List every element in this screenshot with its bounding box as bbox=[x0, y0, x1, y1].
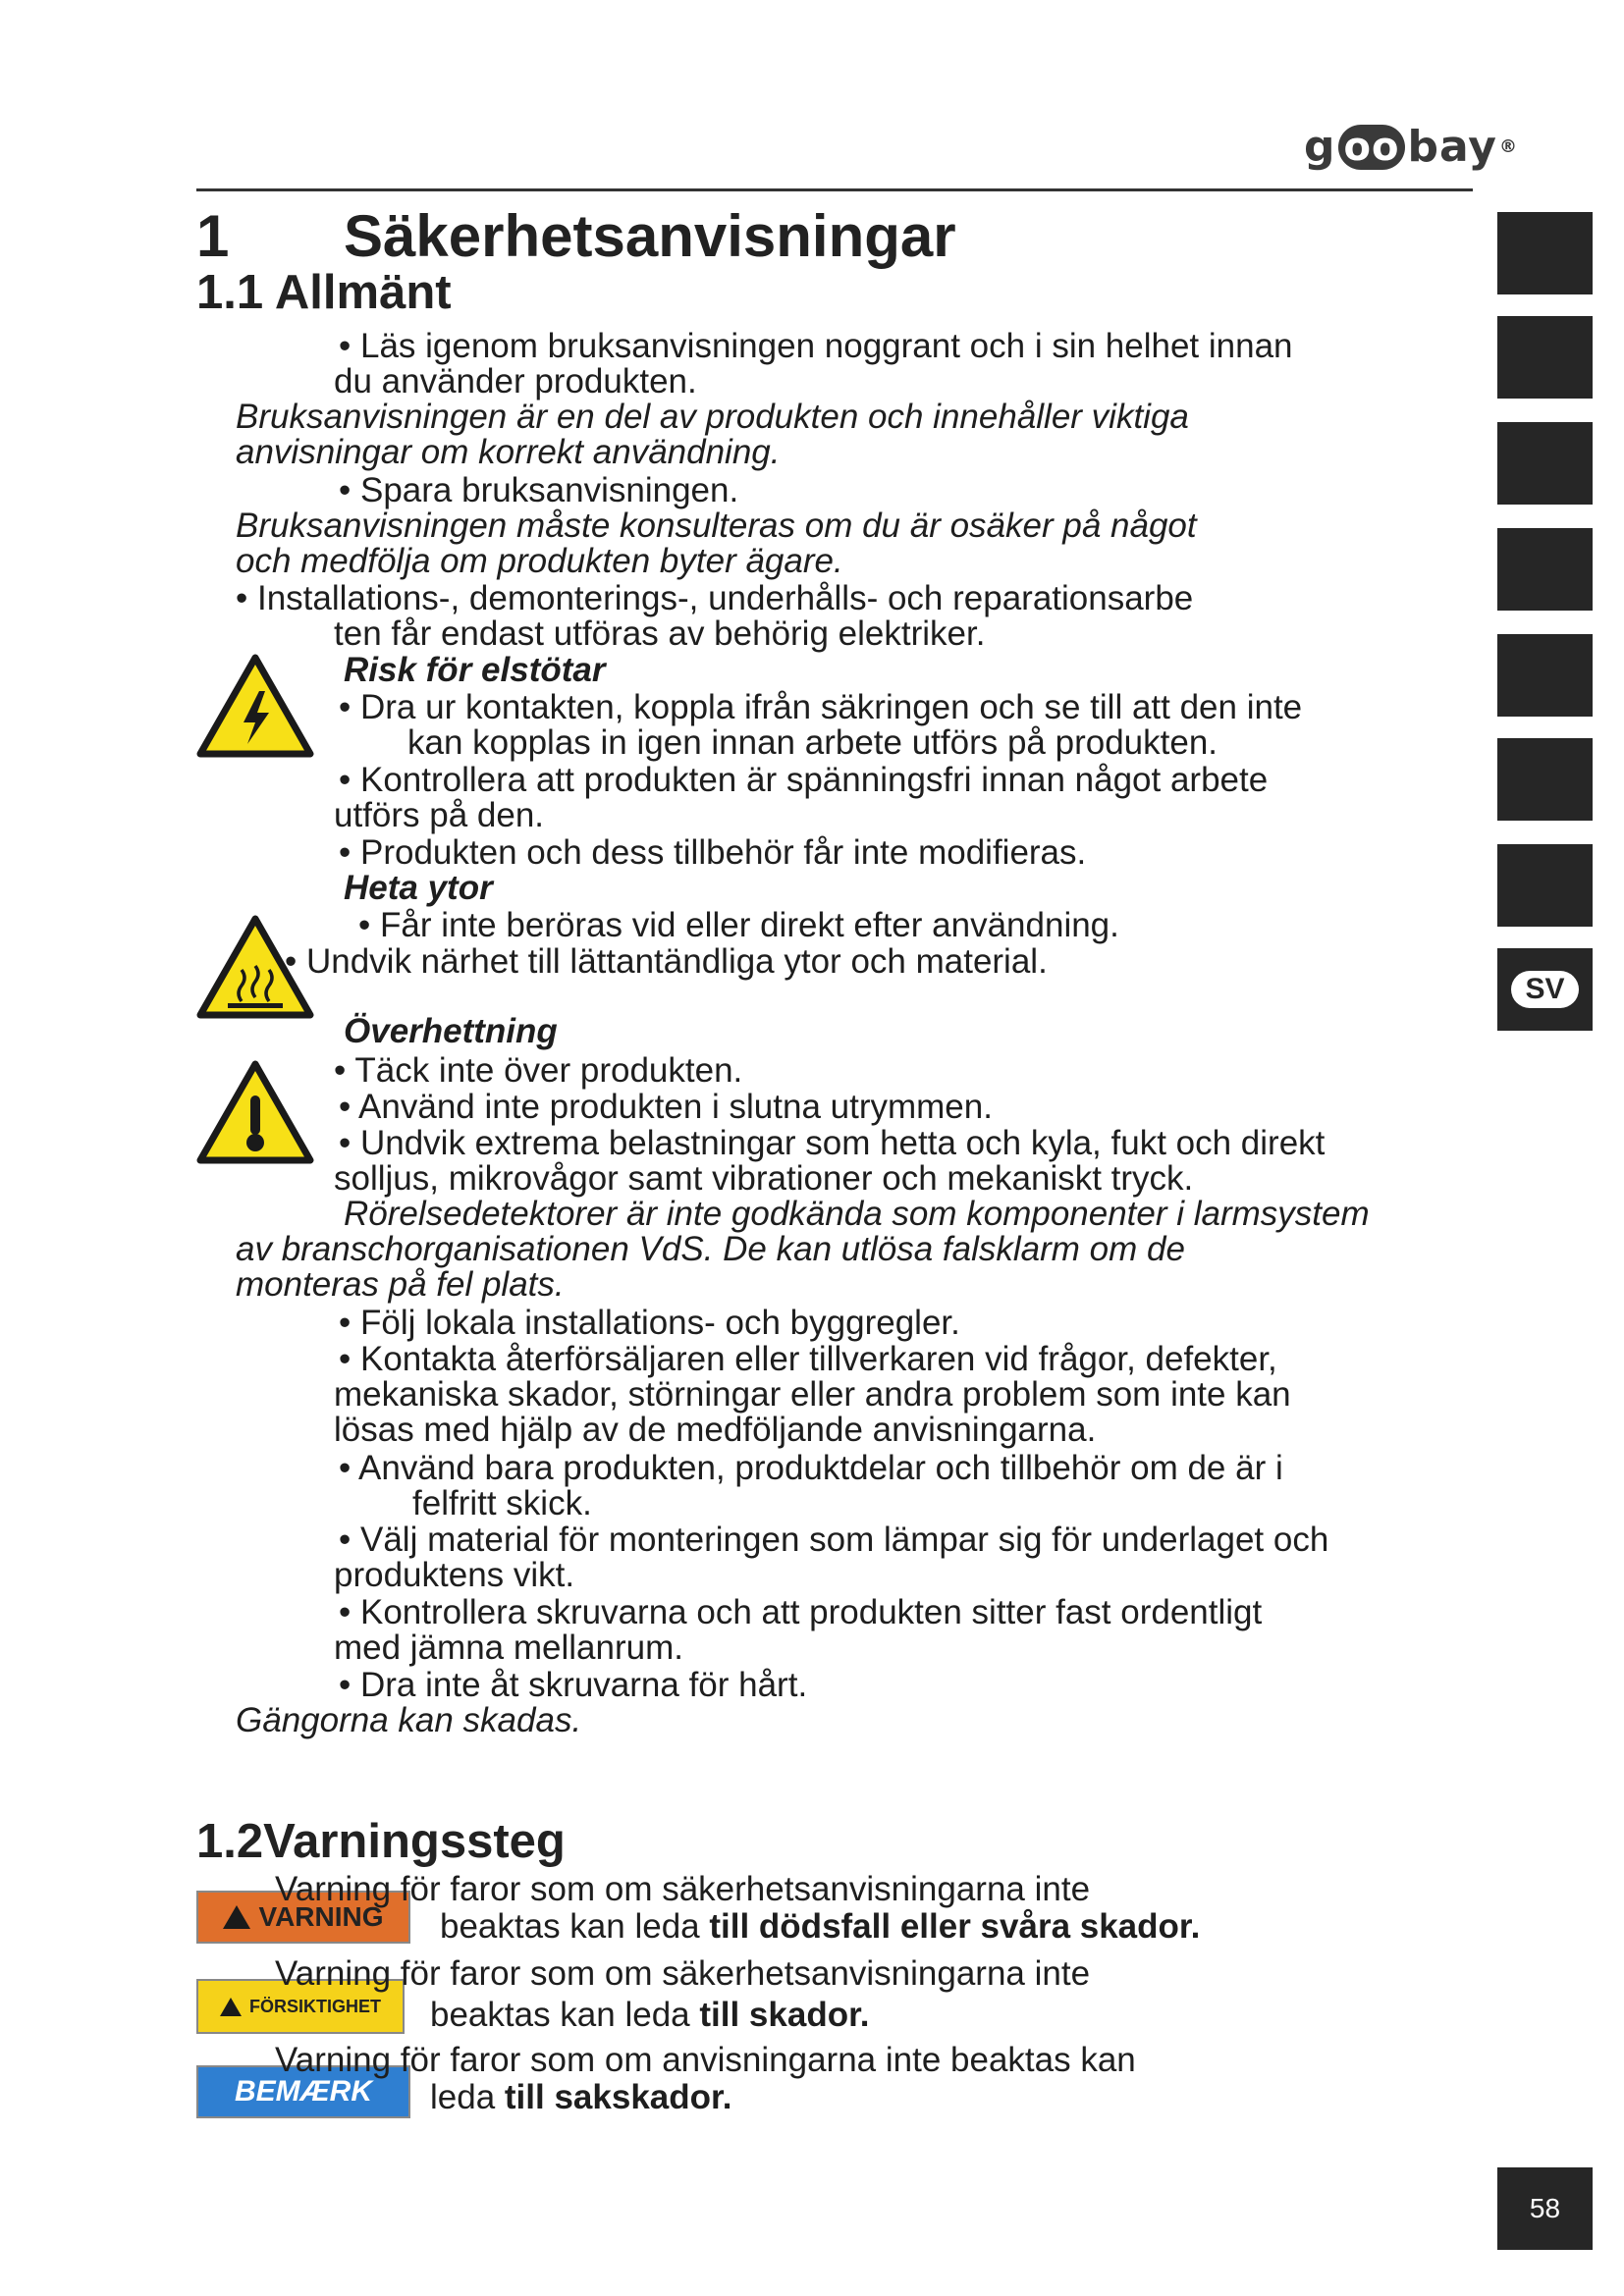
text-line: anvisningar om korrekt användning. bbox=[236, 433, 781, 471]
text-line: • Får inte beröras vid eller direkt efter användning. bbox=[358, 906, 1119, 944]
header-rule bbox=[196, 188, 1473, 191]
text-line: • Dra inte åt skruvarna för hårt. bbox=[339, 1666, 808, 1704]
notice-label-text: BEMÆRK bbox=[235, 2075, 372, 2108]
text-line: • Dra ur kontakten, koppla ifrån säkringen och se till att den inte bbox=[339, 688, 1303, 726]
language-tab[interactable] bbox=[1497, 844, 1593, 927]
language-tab[interactable] bbox=[1497, 422, 1593, 505]
title-text: Säkerhetsanvisningar bbox=[344, 203, 956, 269]
text-line: ten får endast utföras av behörig elektriker. bbox=[334, 614, 986, 653]
text-line: • Spara bruksanvisningen. bbox=[339, 471, 739, 509]
text-line: • Kontakta återförsäljaren eller tillverkaren vid frågor, defekter, bbox=[339, 1340, 1277, 1378]
logo-g: g bbox=[1304, 122, 1336, 172]
text-line: • Installations-, demonterings-, underhålls- och reparationsarbe bbox=[236, 579, 1194, 617]
text-line: produktens vikt. bbox=[334, 1556, 575, 1594]
language-tab-sv-label: SV bbox=[1511, 971, 1578, 1008]
subheading-hot-surfaces: Heta ytor bbox=[344, 869, 493, 907]
subheading-electric-shock: Risk för elstötar bbox=[344, 651, 606, 689]
warning-text-bold: till dödsfall eller svåra skador. bbox=[709, 1907, 1201, 1946]
text-line: • Välj material för monteringen som lämpar sig för underlaget och bbox=[339, 1521, 1329, 1559]
text-line: • Använd inte produkten i slutna utrymmen. bbox=[339, 1088, 993, 1126]
electric-hazard-icon bbox=[194, 652, 316, 760]
notice-text-bold: till sakskador. bbox=[504, 2078, 732, 2116]
text-line: av branschorganisationen VdS. De kan utlösa falsklarm om de bbox=[236, 1230, 1185, 1268]
caution-triangle-icon bbox=[220, 1998, 242, 2016]
warning-text-line2 bbox=[440, 1908, 1200, 1946]
text-line: solljus, mikrovågor samt vibrationer och mekaniskt tryck. bbox=[334, 1159, 1194, 1198]
logo-reg: ® bbox=[1498, 136, 1518, 157]
text-line: • Täck inte över produkten. bbox=[334, 1051, 743, 1090]
logo-bay: bay bbox=[1407, 122, 1497, 172]
caution-text-pre: beaktas kan leda bbox=[430, 1996, 700, 2034]
text-line: • Kontrollera skruvarna och att produkten sitter fast ordentligt bbox=[339, 1593, 1263, 1631]
language-tab[interactable] bbox=[1497, 212, 1593, 294]
text-line: • Undvik närhet till lättantändliga ytor och material. bbox=[285, 942, 1048, 981]
text-line: Bruksanvisningen är en del av produkten och innehåller viktiga bbox=[236, 398, 1189, 436]
caution-label-text: FÖRSIKTIGHET bbox=[249, 1996, 381, 2016]
subheading-overheating: Överhettning bbox=[344, 1012, 558, 1050]
text-line: kan kopplas in igen innan arbete utförs på produkten. bbox=[407, 723, 1218, 762]
text-line: du använder produkten. bbox=[334, 362, 697, 400]
text-line: Gängorna kan skadas. bbox=[236, 1701, 582, 1739]
language-tab[interactable] bbox=[1497, 634, 1593, 717]
text-line: • Använd bara produkten, produktdelar och tillbehör om de är i bbox=[339, 1449, 1283, 1487]
text-line: med jämna mellanrum. bbox=[334, 1629, 683, 1667]
goobay-logo bbox=[1304, 122, 1518, 172]
text-line: • Följ lokala installations- och byggregler. bbox=[339, 1304, 960, 1342]
text-line: och medfölja om produkten byter ägare. bbox=[236, 542, 843, 580]
language-tab[interactable] bbox=[1497, 738, 1593, 821]
text-line: Bruksanvisningen måste konsulteras om du är osäker på något bbox=[236, 507, 1197, 545]
language-tab-sv[interactable] bbox=[1497, 948, 1593, 1031]
text-line: mekaniska skador, störningar eller andra problem som inte kan bbox=[334, 1375, 1291, 1414]
language-tab[interactable] bbox=[1497, 316, 1593, 399]
text-line: lösas med hjälp av de medföljande anvisningarna. bbox=[334, 1411, 1097, 1449]
language-tab[interactable] bbox=[1497, 528, 1593, 611]
text-line: Rörelsedetektorer är inte godkända som komponenter i larmsystem bbox=[344, 1195, 1370, 1233]
page-title bbox=[196, 202, 956, 270]
warning-text-line1: Varning för faror som om säkerhetsanvisningarna inte bbox=[275, 1870, 1091, 1908]
text-line: • Läs igenom bruksanvisningen noggrant och i sin helhet innan bbox=[339, 327, 1293, 365]
warning-text-pre: beaktas kan leda bbox=[440, 1907, 710, 1946]
text-line: monteras på fel plats. bbox=[236, 1265, 565, 1304]
notice-text-line2 bbox=[430, 2079, 731, 2116]
notice-text-line1: Varning för faror som om anvisningarna inte beaktas kan bbox=[275, 2041, 1136, 2079]
caution-text-line1: Varning för faror som om säkerhetsanvisningarna inte bbox=[275, 1954, 1091, 1993]
logo-oo: oo bbox=[1338, 125, 1406, 170]
overheating-icon bbox=[194, 1058, 316, 1166]
text-line: felfritt skick. bbox=[412, 1484, 592, 1522]
caution-text-line2 bbox=[430, 1997, 870, 2034]
warning-triangle-icon bbox=[223, 1905, 250, 1929]
section-heading-varningssteg: 1.2Varningssteg bbox=[196, 1815, 566, 1868]
text-line: • Kontrollera att produkten är spänningsfri innan något arbete bbox=[339, 761, 1269, 799]
page-number: 58 bbox=[1497, 2167, 1593, 2250]
title-number: 1 bbox=[196, 203, 230, 269]
section-heading-allmant: 1.1 Allmänt bbox=[196, 266, 452, 319]
caution-text-bold: till skador. bbox=[699, 1996, 870, 2034]
text-line: utförs på den. bbox=[334, 796, 545, 834]
text-line: • Produkten och dess tillbehör får inte modifieras. bbox=[339, 833, 1087, 872]
hot-surface-icon bbox=[194, 913, 316, 1021]
warning-label-text: VARNING bbox=[258, 1901, 384, 1932]
text-line: • Undvik extrema belastningar som hetta och kyla, fukt och direkt bbox=[339, 1124, 1326, 1162]
notice-text-pre: leda bbox=[430, 2078, 505, 2116]
